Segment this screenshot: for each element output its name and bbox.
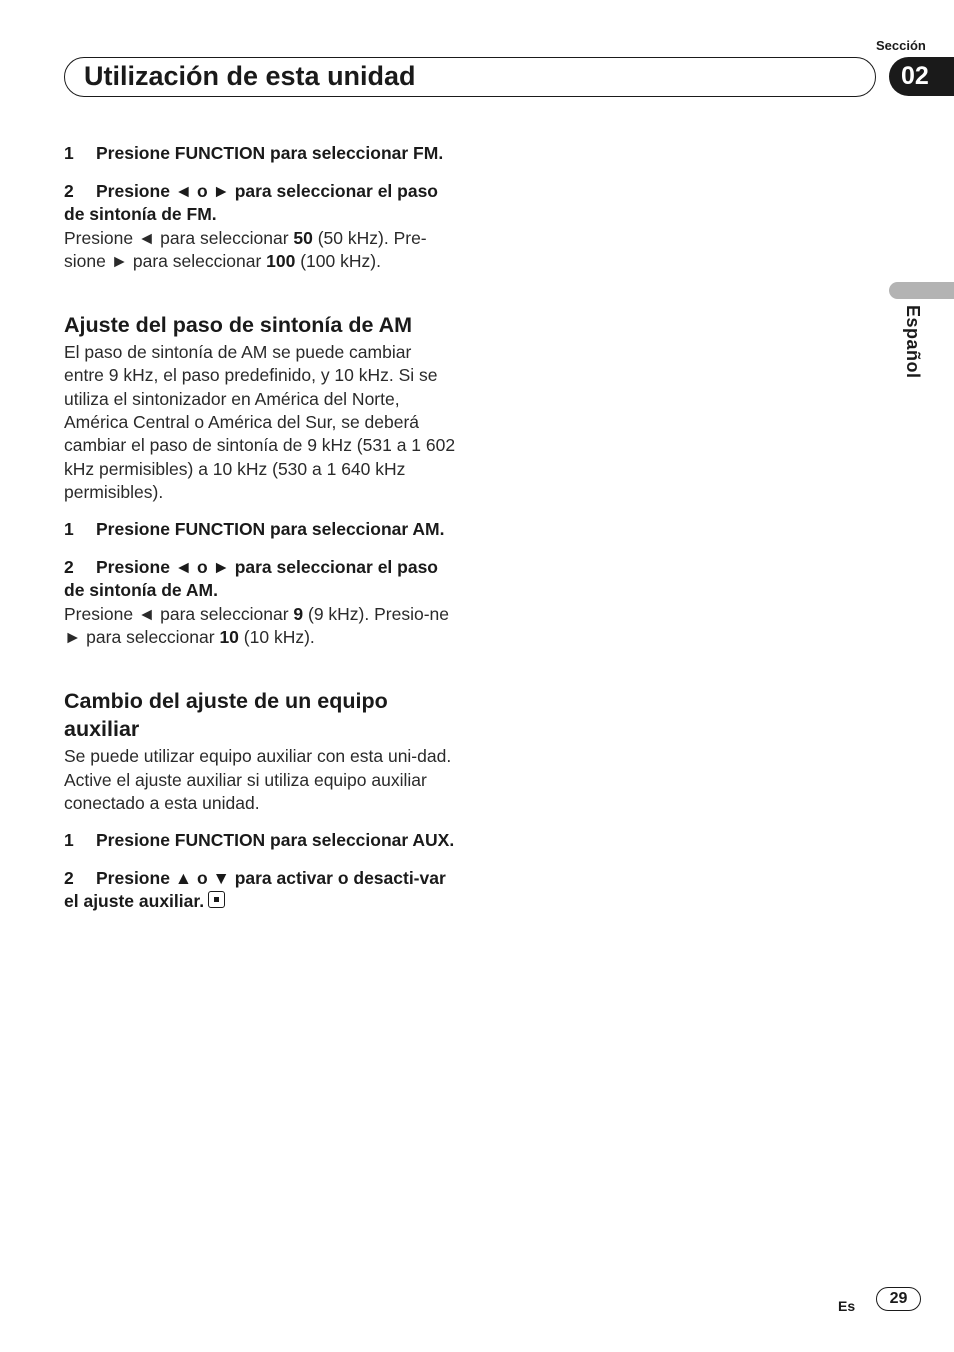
- fm-step-2: [64, 180, 456, 227]
- section-number-tab: 02: [889, 57, 954, 96]
- value-10: 10: [219, 626, 239, 647]
- aux-section-description: Se puede utilizar equipo auxiliar con esta uni-dad. Active el ajuste auxiliar si utiliza equipo auxiliar conectado a esta unidad.: [64, 746, 452, 813]
- language-tab: [889, 282, 954, 299]
- am-step-1: [64, 518, 456, 542]
- aux-section-heading: Cambio del ajuste de un equipo auxiliar: [64, 689, 388, 742]
- step-text: Presione ◄ o ► para seleccionar el paso de sintonía de FM.: [64, 180, 439, 224]
- value-50: 50: [293, 227, 313, 248]
- step-text: Presione FUNCTION para seleccionar AUX.: [96, 830, 455, 851]
- step-number: 1: [64, 830, 74, 851]
- language-label: Español: [903, 305, 923, 379]
- fm-step-2-body: Presione ◄ para seleccionar 50 (50 kHz). Pre-sione ► para seleccionar 100 (100 kHz).: [64, 227, 427, 271]
- value-100: 100: [266, 250, 296, 271]
- step-text: Presione ◄ o ► para seleccionar el paso de sintonía de AM.: [64, 556, 439, 601]
- value-9: 9: [293, 603, 304, 624]
- aux-step-1: [64, 829, 456, 853]
- step-text: Presione FUNCTION para seleccionar AM.: [96, 519, 445, 540]
- step-text: Presione FUNCTION para seleccionar FM.: [96, 143, 444, 163]
- am-section-description: El paso de sintonía de AM se puede cambiar entre 9 kHz, el paso predefinido, y 10 kHz. Si se utiliza el sintonizador en América del Norte, América Central o América del Sur, se deberá cambiar el paso de sintonía de 9 kHz (531 a 1 602 kHz permisibles) a 10 kHz (530 a 1 640 kHz permisibles).: [64, 342, 456, 502]
- aux-step-2: [64, 867, 456, 914]
- step-number: 2: [64, 556, 74, 577]
- step-number: 1: [64, 519, 74, 540]
- main-column: [64, 142, 456, 914]
- am-step-2-body: Presione ◄ para seleccionar 9 (9 kHz). Presio-ne ► para seleccionar 10 (10 kHz).: [64, 603, 449, 647]
- step-number: 1: [64, 143, 74, 163]
- step-number: 2: [64, 867, 74, 888]
- step-number: 2: [64, 180, 74, 201]
- page-number: 29: [876, 1287, 921, 1311]
- section-label: Sección: [876, 38, 926, 53]
- page-title: Utilización de esta unidad: [84, 61, 416, 91]
- step-text: Presione ▲ o ▼ para activar o desacti-var el ajuste auxiliar.: [64, 867, 446, 912]
- am-section-heading: Ajuste del paso de sintonía de AM: [64, 313, 413, 338]
- footer-language-code: Es: [838, 1298, 856, 1314]
- am-step-2: [64, 556, 456, 603]
- end-mark-icon: [208, 891, 225, 908]
- fm-step-1: [64, 142, 456, 166]
